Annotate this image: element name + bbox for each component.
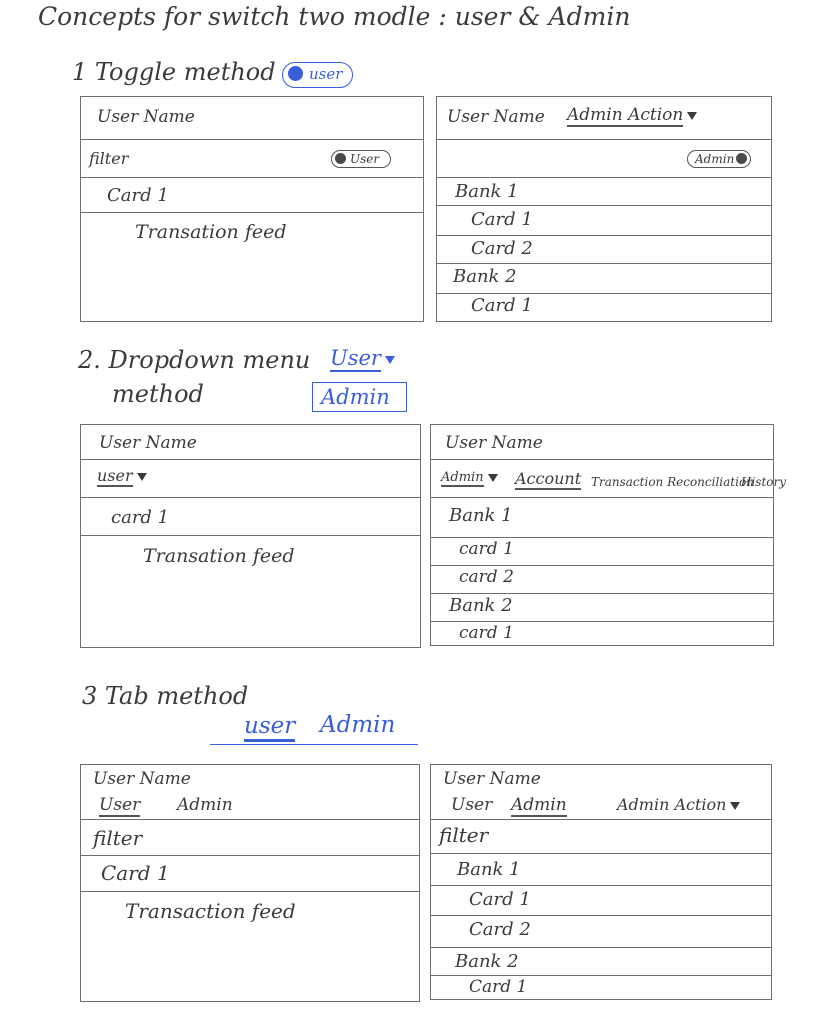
- filter-label[interactable]: filter: [439, 823, 489, 847]
- dropdown-method-heading: 2. Dropdown menu: [78, 346, 311, 374]
- toggle-admin-panel: [436, 96, 772, 322]
- tab-user[interactable]: User: [99, 795, 141, 815]
- mode-dropdown[interactable]: Admin: [441, 470, 498, 485]
- filter-label[interactable]: filter: [89, 149, 129, 168]
- tab-admin[interactable]: Admin: [511, 795, 567, 815]
- dropdown-arrow-icon: [488, 474, 498, 482]
- user-toggle[interactable]: [331, 150, 391, 168]
- transaction-feed: Transation feed: [135, 221, 287, 243]
- list-item[interactable]: Bank 1: [457, 859, 521, 880]
- card-item[interactable]: card 1: [111, 507, 170, 528]
- dropdown-user-panel: [80, 424, 421, 648]
- tab-account[interactable]: Account: [515, 469, 582, 488]
- list-item[interactable]: Card 1: [471, 209, 533, 230]
- list-item[interactable]: Card 1: [469, 977, 528, 997]
- list-item[interactable]: Bank 2: [453, 266, 517, 287]
- toggle-method-heading: 1 Toggle method: [72, 58, 276, 86]
- tab-admin[interactable]: Admin: [177, 795, 233, 815]
- dropdown-arrow-icon: [730, 802, 740, 810]
- tab-method-heading: 3 Tab method: [82, 682, 249, 710]
- toggle-knob-icon: [335, 153, 346, 164]
- dropdown-arrow-icon: [385, 356, 395, 364]
- list-item[interactable]: card 1: [459, 623, 514, 643]
- user-toggle-label: User: [350, 152, 380, 166]
- tab-transaction-reconciliation[interactable]: Transaction Reconciliation: [591, 475, 754, 489]
- dropdown-arrow-icon: [137, 473, 147, 481]
- list-item[interactable]: Card 1: [469, 889, 531, 910]
- dropdown-admin-panel: [430, 424, 787, 646]
- user-name-label: User Name: [97, 107, 195, 127]
- sample-dropdown[interactable]: User: [330, 346, 395, 370]
- list-item[interactable]: Card 1: [471, 295, 533, 316]
- user-name-label: User Name: [447, 107, 545, 127]
- list-item[interactable]: Bank 2: [455, 951, 519, 972]
- sample-toggle-label: user: [309, 65, 343, 83]
- list-item[interactable]: Bank 1: [455, 181, 519, 202]
- user-name-label: User Name: [99, 433, 197, 453]
- card-item[interactable]: Card 1: [101, 861, 170, 885]
- admin-action-dropdown[interactable]: Admin Action: [617, 795, 740, 814]
- sample-tab-user[interactable]: user: [244, 713, 295, 739]
- sample-dropdown-option[interactable]: Admin: [312, 382, 407, 412]
- toggle-knob-icon: [736, 153, 747, 164]
- dropdown-method-heading-2: method: [112, 380, 204, 408]
- mode-dropdown[interactable]: user: [97, 466, 147, 485]
- user-name-label: User Name: [443, 769, 541, 789]
- dropdown-arrow-icon: [687, 112, 697, 120]
- list-item[interactable]: card 2: [459, 567, 514, 587]
- list-item[interactable]: Bank 1: [449, 505, 513, 526]
- sample-tab-underline: [210, 744, 418, 745]
- transaction-feed: Transation feed: [143, 545, 295, 567]
- list-item[interactable]: Bank 2: [449, 595, 513, 616]
- tab-admin-panel: [430, 764, 772, 1000]
- card-item[interactable]: Card 1: [107, 185, 169, 206]
- list-item[interactable]: card 1: [459, 539, 514, 559]
- page-title: Concepts for switch two modle : user & Admin: [38, 2, 631, 31]
- user-name-label: User Name: [445, 433, 543, 453]
- user-name-label: User Name: [93, 769, 191, 789]
- transaction-feed: Transaction feed: [125, 899, 296, 923]
- tab-user[interactable]: User: [451, 795, 493, 815]
- toggle-user-panel: [80, 96, 424, 322]
- admin-toggle[interactable]: [687, 150, 751, 168]
- tab-user-panel: [80, 764, 420, 1002]
- list-item[interactable]: Card 2: [471, 238, 533, 259]
- toggle-knob-icon: [288, 66, 303, 81]
- admin-toggle-label: Admin: [695, 152, 735, 166]
- sample-toggle-pill[interactable]: [282, 62, 353, 88]
- tab-history[interactable]: History: [741, 475, 787, 489]
- admin-action-dropdown[interactable]: Admin Action: [567, 105, 697, 125]
- list-item[interactable]: Card 2: [469, 919, 531, 940]
- sample-tab-admin[interactable]: Admin: [320, 712, 396, 738]
- filter-label[interactable]: filter: [93, 826, 143, 850]
